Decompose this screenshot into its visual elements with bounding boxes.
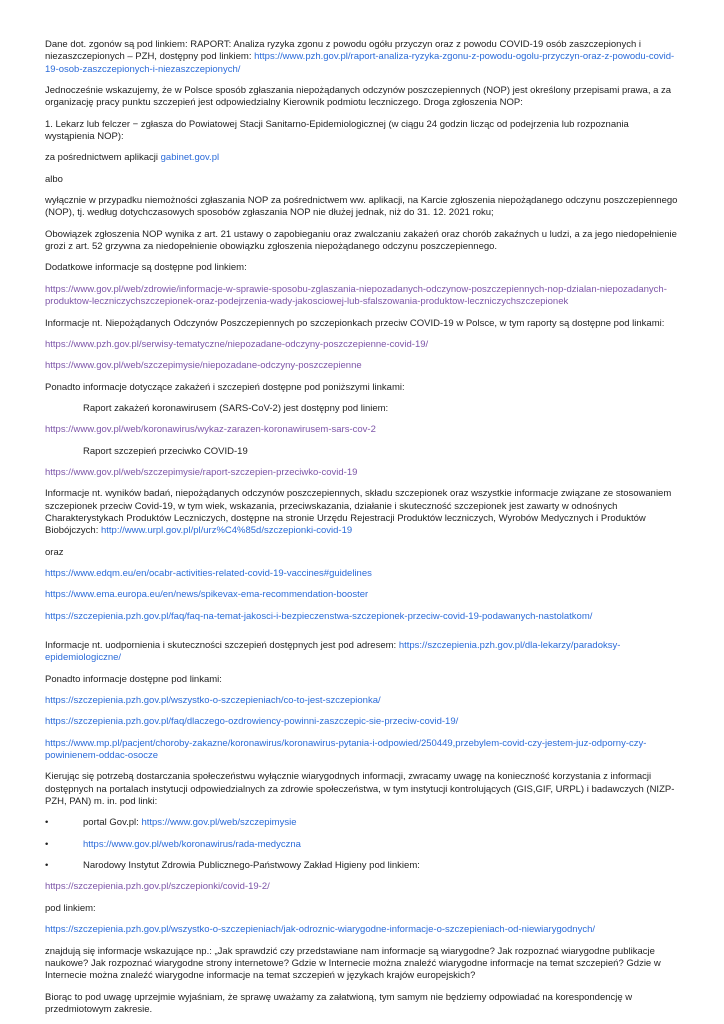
paragraph bbox=[45, 119, 679, 144]
hyperlink[interactable]: https://www.gov.pl/web/koronawirus/wykaz-zarazen-koronawirusem-sars-cov-2 bbox=[45, 424, 376, 436]
hyperlink[interactable]: https://szczepienia.pzh.gov.pl/wszystko-o-szczepieniach/co-to-jest-szczepionka/ bbox=[45, 695, 381, 707]
text-run: 1. Lekarz lub felczer − zgłasza do Powiatowej Stacji Sanitarno-Epidemiologicznej (w ciągu 24 godzin licząc od podejrzenia lub rozpoznania wystąpienia NOP): bbox=[45, 118, 629, 143]
text-run: Informacje nt. wyników badań, niepożądanych odczynów poszczepiennych, składu szczepionek oraz wszystkie informacje związane ze stosowaniem szczepionek przeciw Covid-19, w tym wiek, wskazania, przeciwskazania, działanie i skuteczność szczepionek jest zawarty w odnośnych Charakterystykach Produktów Leczniczych, dostępne na stronie Urzędu Rejestracji Produktów leczniczych, Wyrobów Medycznych i Produktów Biobójczych: bbox=[45, 488, 672, 537]
hyperlink[interactable]: https://szczepienia.pzh.gov.pl/faq/faq-na-temat-jakosci-i-bezpieczenstwa-szczepionek-przeciw-covid-19-podawanych-nastolatkom/ bbox=[45, 610, 593, 622]
paragraph bbox=[45, 547, 679, 559]
bullet-text bbox=[83, 860, 420, 872]
text-run: oraz bbox=[45, 546, 64, 558]
paragraph bbox=[45, 39, 679, 76]
paragraph bbox=[45, 716, 679, 728]
paragraph bbox=[45, 339, 679, 351]
paragraph bbox=[45, 738, 679, 763]
text-run: Informacje nt. uodpornienia i skuteczności szczepień dostępnych jest pod adresem: bbox=[45, 640, 399, 651]
text-run: Narodowy Instytut Zdrowia Publicznego-Państwowy Zakład Higieny pod linkiem: bbox=[83, 860, 420, 872]
text-run: za pośrednictwem aplikacji bbox=[45, 152, 161, 164]
bullet-text bbox=[83, 817, 297, 829]
paragraph bbox=[45, 903, 679, 915]
bullet-item bbox=[45, 860, 679, 872]
hyperlink[interactable]: https://www.pzh.gov.pl/serwisy-tematyczne/niepozadane-odczyny-poszczepienne-covid-19/ bbox=[45, 338, 429, 350]
bullet-text bbox=[83, 839, 301, 851]
bullet-item bbox=[45, 839, 679, 851]
paragraph bbox=[45, 640, 679, 665]
paragraph bbox=[45, 262, 679, 274]
text-run: Raport zakażeń koronawirusem (SARS-CoV-2) jest dostępny pod liniem: bbox=[83, 402, 389, 414]
hyperlink[interactable]: gabinet.gov.pl bbox=[160, 152, 220, 164]
text-run: Ponadto informacje dotyczące zakażeń i szczepień dostępne pod poniższymi linkami: bbox=[45, 381, 405, 393]
paragraph bbox=[45, 589, 679, 601]
hyperlink[interactable]: https://szczepienia.pzh.gov.pl/dla-lekarzy/paradoksy-epidemiologiczne/ bbox=[45, 640, 621, 664]
hyperlink[interactable]: https://szczepienia.pzh.gov.pl/wszystko-o-szczepieniach/jak-odroznic-wiarygodne-informacje-o-szczepieniach-od-niewiarygodnych/ bbox=[45, 924, 596, 936]
paragraph bbox=[45, 674, 679, 686]
text-run: Ponadto informacje dostępne pod linkami: bbox=[45, 673, 222, 685]
text-run: Raport szczepień przeciwko COVID-19 bbox=[83, 445, 248, 457]
text-run: Biorąc to pod uwagę uprzejmie wyjaśniam, że sprawę uważamy za załatwioną, tym samym nie będziemy odpowiadać na korespondencję w przedmiotowym zakresie. bbox=[45, 991, 633, 1015]
paragraph bbox=[45, 360, 679, 372]
hyperlink[interactable]: https://www.gov.pl/web/zdrowie/informacje-w-sprawie-sposobu-zglaszania-niepozadanych-odczynow-poszczepiennych-nop-dzialan-niepozadanych-produktow-leczniczychszczepionek-oraz-podejrzenia-wady-jakosciowej-lub-sfalszowania-produktow-leczniczychszczepionek bbox=[45, 283, 667, 308]
text-run: Informacje nt. Niepożądanych Odczynów Poszczepiennych po szczepionkach przeciw COVID-19 w Polsce, w tym raporty są dostępne pod linkami: bbox=[45, 317, 665, 329]
paragraph bbox=[45, 382, 679, 394]
paragraph bbox=[45, 488, 679, 537]
bullet-marker-icon: • bbox=[45, 860, 49, 872]
paragraph bbox=[45, 611, 679, 623]
text-run: portal Gov.pl: bbox=[83, 817, 142, 829]
paragraph bbox=[45, 881, 679, 893]
paragraph bbox=[45, 318, 679, 330]
text-run: znajdują się informacje wskazujące np.: „Jak sprawdzić czy przedstawiane nam informacje są wiarygodne? Jak rozpoznać wiarygodne publikacje naukowe? Jak rozpoznać wiarygodne strony internetowe? Gdzie w Internecie można znaleźć wiarygodne informacje na temat szczepień? Gdzie w Internecie można znaleźć wiarygodne informacje na temat szczepień w językach krajów europejskich? bbox=[45, 945, 661, 982]
paragraph bbox=[45, 946, 679, 983]
paragraph bbox=[45, 284, 679, 309]
hyperlink[interactable]: https://szczepienia.pzh.gov.pl/faq/dlaczego-ozdrowiency-powinni-zaszczepic-sie-przeciw-covid-19/ bbox=[45, 716, 459, 728]
paragraph bbox=[45, 992, 679, 1017]
text-run: Kierując się potrzebą dostarczania społeczeństwu wyłącznie wiarygodnych informacji, zwracamy uwagę na konieczność korzystania z informacji dostępnych na portalach instytucji odpowiedzialnych za zdrowie społeczeństwa, w tym instytucji kontrolujących (GIS,GIF, URPL) i badawczych (NIZP-PZH, PAN) m. in. pod linki: bbox=[45, 771, 675, 808]
hyperlink[interactable]: https://www.edqm.eu/en/ocabr-activities-related-covid-19-vaccines#guidelines bbox=[45, 567, 372, 579]
paragraph bbox=[45, 424, 679, 436]
paragraph bbox=[45, 695, 679, 707]
paragraph bbox=[83, 403, 679, 415]
text-run: Dodatkowe informacje są dostępne pod linkiem: bbox=[45, 262, 247, 274]
hyperlink[interactable]: https://www.gov.pl/web/szczepimysie/niepozadane-odczyny-poszczepienne bbox=[45, 360, 362, 372]
paragraph bbox=[45, 568, 679, 580]
paragraph bbox=[45, 174, 679, 186]
paragraph bbox=[45, 229, 679, 254]
hyperlink[interactable]: https://www.gov.pl/web/szczepimysie bbox=[141, 817, 297, 829]
hyperlink[interactable]: http://www.urpl.gov.pl/pl/urz%C4%85d/szczepionki-covid-19 bbox=[100, 525, 353, 537]
text-run: Jednocześnie wskazujemy, że w Polsce sposób zgłaszania niepożądanych odczynów poszczepiennych (NOP) jest określony przepisami prawa, a za organizację pracy punktu szczepień jest odpowiedzialny Kierownik podmiotu leczniczego. Droga zgłoszenia NOP: bbox=[45, 85, 672, 109]
hyperlink[interactable]: https://www.gov.pl/web/koronawirus/rada-medyczna bbox=[83, 838, 301, 850]
hyperlink[interactable]: https://www.gov.pl/web/szczepimysie/raport-szczepien-przeciwko-covid-19 bbox=[45, 466, 358, 478]
text-run: albo bbox=[45, 173, 63, 185]
hyperlink[interactable]: https://www.pzh.gov.pl/raport-analiza-ryzyka-zgonu-z-powodu-ogolu-przyczyn-oraz-z-powodu-covid-19-osob-zaszczepionych-i-niezaszczepionych/ bbox=[45, 51, 675, 75]
paragraph bbox=[45, 771, 679, 808]
text-run: Obowiązek zgłoszenia NOP wynika z art. 21 ustawy o zapobieganiu oraz zwalczaniu zakażeń oraz chorób zakaźnych u ludzi, a za jego niedopełnienie grozi z art. 52 grzywna za niedopełnienie obowiązku zgłoszenia niepożądanego odczynu poszczepiennego. bbox=[45, 228, 677, 253]
paragraph bbox=[45, 195, 679, 220]
paragraph bbox=[45, 924, 679, 936]
hyperlink[interactable]: https://www.ema.europa.eu/en/news/spikevax-ema-recommendation-booster bbox=[45, 589, 369, 601]
bullet-marker-icon: • bbox=[45, 817, 49, 829]
text-run: Dane dot. zgonów są pod linkiem: RAPORT: Analiza ryzyka zgonu z powodu ogółu przyczyn oraz z powodu COVID-19 osób zaszczepionych i niezaszczepionych – PZH, dostępny pod linkiem: bbox=[45, 39, 641, 63]
document-body bbox=[45, 39, 679, 1016]
bullet-marker-icon: • bbox=[45, 838, 49, 850]
paragraph bbox=[45, 152, 679, 164]
paragraph bbox=[45, 467, 679, 479]
bullet-item bbox=[45, 817, 679, 829]
text-run: pod linkiem: bbox=[45, 902, 96, 914]
hyperlink[interactable]: https://szczepienia.pzh.gov.pl/szczepionki/covid-19-2/ bbox=[45, 881, 270, 893]
paragraph bbox=[83, 446, 679, 458]
paragraph bbox=[45, 85, 679, 110]
text-run: wyłącznie w przypadku niemożności zgłaszania NOP za pośrednictwem ww. aplikacji, na Karcie zgłoszenia niepożądanego odczynu poszczepiennego (NOP), tj. według dotychczasowych sposobów zgłaszania NOP nie dłużej jednak, niż do 31. 12. 2021 roku; bbox=[45, 195, 678, 219]
hyperlink[interactable]: https://www.mp.pl/pacjent/choroby-zakazne/koronawirus/koronawirus-pytania-i-odpowied/250449,przebylem-covid-czy-jestem-juz-odporny-czy-powinienem-oddac-osocze bbox=[45, 737, 647, 762]
